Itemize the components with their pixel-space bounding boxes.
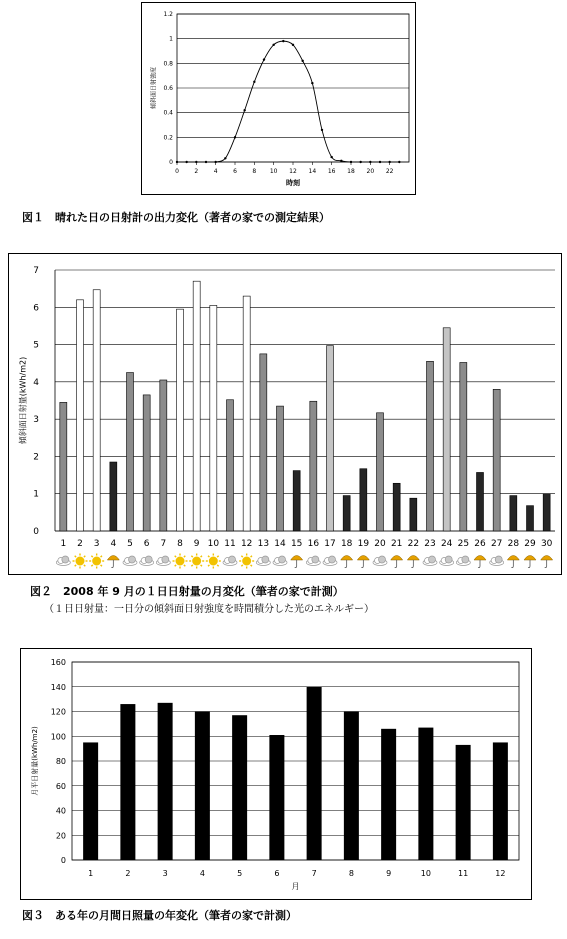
x-tick-label: 30 <box>540 539 553 549</box>
x-tick-label: 1 <box>60 539 67 549</box>
cloud-icon <box>56 556 70 566</box>
sun-ray <box>91 565 92 566</box>
sun-ray <box>84 556 85 557</box>
x-tick-label: 13 <box>257 539 270 549</box>
bar <box>227 400 234 531</box>
umbrella-handle <box>511 566 513 568</box>
bar <box>493 742 508 860</box>
x-tick-label: 2 <box>194 168 199 175</box>
bar <box>456 745 471 860</box>
y-tick-label: 20 <box>55 831 66 841</box>
x-tick-label: 8 <box>348 869 354 878</box>
x-tick-label: 3 <box>162 869 168 878</box>
x-tick-label: 27 <box>490 539 503 549</box>
umbrella-handle <box>478 566 480 568</box>
bar <box>307 687 322 860</box>
bar <box>193 281 200 531</box>
x-axis-label: 時刻 <box>286 179 300 187</box>
y-tick-label: 60 <box>55 781 66 791</box>
y-tick-label: 1.2 <box>163 11 173 18</box>
y-tick-label: 0.2 <box>163 134 173 142</box>
y-tick-label: 7 <box>33 266 39 276</box>
x-tick-label: 6 <box>143 539 150 549</box>
data-point <box>350 161 352 163</box>
cloud-puff <box>312 556 319 563</box>
y-tick-label: 100 <box>50 732 66 742</box>
x-tick-label: 17 <box>324 539 336 549</box>
bar <box>310 401 317 531</box>
y-tick-label: 40 <box>55 806 66 816</box>
sun-ray <box>184 556 185 557</box>
bar <box>527 506 534 531</box>
cloud-puff <box>495 556 502 563</box>
sun-ray <box>217 565 218 566</box>
sun-ray <box>241 556 242 557</box>
bar <box>418 728 433 860</box>
sun-ray <box>191 556 192 557</box>
data-point <box>185 161 187 163</box>
chart1-svg <box>142 3 415 194</box>
series-line <box>177 41 399 162</box>
sun-ray <box>251 556 252 557</box>
bar <box>510 496 517 531</box>
data-point <box>263 58 265 60</box>
umbrella-handle <box>345 566 347 568</box>
y-tick-label: 1 <box>33 489 39 500</box>
sun-disc <box>76 557 85 566</box>
x-tick-label: 10 <box>420 869 431 878</box>
bar <box>93 290 100 531</box>
x-tick-label: 4 <box>110 539 117 549</box>
bar <box>110 462 117 531</box>
x-tick-label: 10 <box>269 168 278 175</box>
bar <box>277 406 284 531</box>
x-tick-label: 2 <box>77 539 83 549</box>
figure2-caption: 図２ 2008 年 9 月の１日日射量の月変化（筆者の家で計測） <box>30 585 344 598</box>
cloud-icon <box>373 556 387 566</box>
bar <box>195 712 210 861</box>
x-tick-label: 12 <box>289 168 297 175</box>
umbrella-icon <box>541 556 553 568</box>
y-axis-label: 月平日射量(kWh/m2) <box>31 726 39 796</box>
y-tick-label: 5 <box>33 340 39 351</box>
sun-ray <box>175 565 176 566</box>
umbrella-canopy <box>507 556 519 561</box>
data-point <box>224 157 226 159</box>
x-tick-label: 16 <box>307 539 320 549</box>
cloud-icon <box>323 556 337 566</box>
y-tick-label: 0.4 <box>163 109 173 117</box>
data-point <box>379 161 381 163</box>
sun-icon <box>89 554 104 569</box>
y-tick-label: 120 <box>50 707 66 717</box>
x-tick-label: 14 <box>274 539 286 549</box>
cloud-puff <box>129 556 136 563</box>
data-point <box>176 161 178 163</box>
data-point <box>340 160 342 162</box>
sun-ray <box>184 565 185 566</box>
cloud-icon <box>306 556 320 566</box>
y-tick-label: 1 <box>169 35 173 43</box>
x-tick-label: 11 <box>458 869 469 878</box>
bar <box>377 413 384 531</box>
y-axis-label: 傾斜面日射量(kWh/m2) <box>18 356 28 445</box>
y-tick-label: 0.6 <box>163 85 173 92</box>
cloud-icon <box>273 556 287 566</box>
x-tick-label: 1 <box>88 869 94 878</box>
umbrella-icon <box>524 556 536 568</box>
sun-ray <box>84 565 85 566</box>
data-point <box>388 161 390 163</box>
umbrella-canopy <box>541 556 553 561</box>
data-point <box>282 40 284 42</box>
bar <box>143 395 150 531</box>
sun-icon <box>73 554 88 569</box>
umbrella-handle <box>295 566 297 568</box>
umbrella-icon <box>474 556 486 568</box>
x-tick-label: 18 <box>347 168 355 175</box>
data-point <box>398 161 400 163</box>
umbrella-icon <box>291 556 303 568</box>
chart2-svg <box>9 254 561 574</box>
data-point <box>369 161 371 163</box>
y-tick-label: 80 <box>55 757 66 766</box>
bar <box>160 380 167 531</box>
y-axis-label-group <box>18 357 28 444</box>
x-tick-label: 20 <box>374 539 386 549</box>
umbrella-handle <box>545 566 547 568</box>
data-point <box>243 109 245 111</box>
x-tick-label: 22 <box>385 168 394 175</box>
cloud-puff <box>229 556 236 563</box>
x-tick-label: 7 <box>311 869 317 878</box>
y-tick-label: 4 <box>33 377 39 388</box>
y-axis-label-group <box>150 67 158 109</box>
data-point <box>292 44 294 46</box>
data-point <box>253 81 255 83</box>
umbrella-icon <box>507 556 519 568</box>
x-tick-label: 29 <box>524 539 536 549</box>
sun-disc <box>209 557 218 566</box>
bar <box>77 300 84 531</box>
data-point <box>311 82 313 84</box>
x-tick-label: 12 <box>495 869 506 878</box>
umbrella-handle <box>528 566 530 568</box>
bar <box>120 704 135 860</box>
x-tick-label: 12 <box>240 539 253 549</box>
sun-ray <box>191 565 192 566</box>
bar <box>543 494 550 531</box>
sun-icon <box>189 554 204 569</box>
umbrella-canopy <box>341 556 353 561</box>
x-tick-label: 5 <box>237 869 243 878</box>
figure2-note: （１日日射量：一日分の傾斜面日射強度を時間積分した光のエネルギー） <box>44 604 374 615</box>
x-tick-label: 22 <box>407 539 420 549</box>
umbrella-canopy <box>524 556 536 561</box>
data-point <box>272 44 274 46</box>
umbrella-icon <box>407 556 419 568</box>
bar <box>343 496 350 531</box>
data-point <box>330 156 332 158</box>
cloud-puff <box>445 556 452 563</box>
x-tick-label: 6 <box>233 168 237 175</box>
x-tick-label: 21 <box>390 539 403 549</box>
x-tick-label: 18 <box>340 539 353 549</box>
bar <box>269 735 284 860</box>
x-tick-label: 25 <box>457 539 470 549</box>
data-point <box>205 161 207 163</box>
x-tick-label: 4 <box>213 168 218 175</box>
cloud-icon <box>456 556 470 566</box>
data-point <box>301 60 303 62</box>
x-tick-label: 20 <box>366 168 375 175</box>
bar <box>460 362 467 531</box>
x-tick-label: 7 <box>160 539 167 549</box>
sun-icon <box>206 554 221 569</box>
bar <box>427 361 434 531</box>
sun-ray <box>91 556 92 557</box>
umbrella-canopy <box>357 556 369 561</box>
chart3-frame <box>20 648 532 900</box>
bar <box>293 471 300 531</box>
cloud-puff <box>145 556 152 563</box>
cloud-icon <box>256 556 270 566</box>
y-tick-label: 0 <box>169 159 173 166</box>
bar <box>60 402 67 531</box>
bar <box>177 309 184 531</box>
y-tick-label: 0 <box>60 856 66 865</box>
bar <box>344 712 359 861</box>
data-point <box>195 161 197 163</box>
chart2-frame <box>8 253 562 575</box>
sun-ray <box>208 565 209 566</box>
bar <box>381 729 396 860</box>
bar <box>232 715 247 860</box>
bar <box>393 483 400 531</box>
x-tick-label: 2 <box>125 869 131 878</box>
x-tick-label: 9 <box>386 869 392 878</box>
bar <box>360 469 367 531</box>
umbrella-handle <box>411 566 413 568</box>
cloud-puff <box>329 556 336 563</box>
x-tick-label: 15 <box>290 539 303 549</box>
cloud-icon <box>156 556 170 566</box>
y-tick-label: 140 <box>50 682 66 692</box>
umbrella-handle <box>361 566 363 568</box>
bar <box>243 296 250 531</box>
cloud-icon <box>490 556 504 566</box>
cloud-icon <box>123 556 137 566</box>
sun-ray <box>175 556 176 557</box>
sun-ray <box>208 556 209 557</box>
bar <box>443 328 450 531</box>
cloud-puff <box>162 556 169 563</box>
x-tick-label: 14 <box>308 168 317 175</box>
x-tick-label: 28 <box>507 539 520 549</box>
umbrella-icon <box>107 556 119 568</box>
x-tick-label: 16 <box>327 168 336 175</box>
sun-icon <box>173 554 188 569</box>
sun-ray <box>201 556 202 557</box>
bar <box>83 742 98 860</box>
x-tick-label: 26 <box>474 539 486 549</box>
sun-disc <box>92 557 101 566</box>
x-tick-label: 10 <box>207 539 220 549</box>
x-tick-label: 4 <box>199 869 205 878</box>
bar <box>410 498 417 531</box>
y-tick-label: 2 <box>33 452 39 463</box>
figure3-caption: 図３ ある年の月間日照量の年変化（筆者の家で計測） <box>22 909 297 922</box>
sun-ray <box>251 565 252 566</box>
sun-icon <box>239 554 254 569</box>
x-tick-label: 19 <box>357 539 370 549</box>
umbrella-icon <box>341 556 353 568</box>
x-tick-label: 24 <box>440 539 453 549</box>
x-tick-label: 8 <box>177 539 183 549</box>
sun-ray <box>101 556 102 557</box>
x-tick-label: 23 <box>424 539 436 549</box>
y-tick-label: 3 <box>33 415 39 426</box>
umbrella-canopy <box>107 556 119 561</box>
sun-ray <box>201 565 202 566</box>
y-axis-label-group <box>30 726 39 796</box>
cloud-puff <box>262 556 269 563</box>
cloud-puff <box>279 556 286 563</box>
umbrella-handle <box>395 566 397 568</box>
x-tick-label: 11 <box>224 539 236 549</box>
bar <box>260 354 267 531</box>
figure1-caption: 図１ 晴れた日の日射計の出力変化（著者の家での測定結果） <box>22 211 330 224</box>
bar <box>210 305 217 531</box>
bar <box>493 389 500 531</box>
umbrella-canopy <box>291 556 303 561</box>
data-point <box>359 161 361 163</box>
umbrella-canopy <box>407 556 419 561</box>
cloud-icon <box>440 556 454 566</box>
sun-ray <box>241 565 242 566</box>
bar <box>158 703 173 860</box>
cloud-puff <box>462 556 469 563</box>
cloud-icon <box>140 556 154 566</box>
x-tick-label: 3 <box>93 539 100 549</box>
cloud-icon <box>223 556 237 566</box>
sun-ray <box>75 556 76 557</box>
bar <box>127 373 134 531</box>
y-tick-label: 0.8 <box>163 60 173 68</box>
x-tick-label: 9 <box>193 539 200 549</box>
y-tick-label: 6 <box>33 303 39 314</box>
x-tick-label: 8 <box>252 168 257 175</box>
umbrella-canopy <box>474 556 486 561</box>
y-axis-label: 傾斜面日射強度 <box>150 66 158 110</box>
x-tick-label: 5 <box>127 539 133 549</box>
umbrella-icon <box>357 556 369 568</box>
data-point <box>214 161 216 163</box>
cloud-icon <box>423 556 437 566</box>
umbrella-canopy <box>391 556 403 561</box>
sun-disc <box>242 557 251 566</box>
bar <box>477 472 484 531</box>
x-tick-label: 6 <box>274 869 280 878</box>
sun-ray <box>217 556 218 557</box>
sun-ray <box>101 565 102 566</box>
sun-disc <box>176 557 185 566</box>
cloud-puff <box>429 556 436 563</box>
data-point <box>234 136 236 138</box>
y-tick-label: 160 <box>50 658 66 667</box>
y-tick-label: 0 <box>33 527 39 537</box>
cloud-puff <box>379 556 386 563</box>
x-axis-label: 月 <box>291 882 300 891</box>
x-tick-label: 0 <box>175 168 179 175</box>
sun-disc <box>192 557 201 566</box>
umbrella-icon <box>391 556 403 568</box>
chart1-frame <box>141 2 416 195</box>
umbrella-handle <box>111 566 113 568</box>
cloud-puff <box>62 556 69 563</box>
chart3-svg <box>21 649 531 899</box>
sun-ray <box>75 565 76 566</box>
bar <box>327 346 334 531</box>
data-point <box>321 129 323 131</box>
